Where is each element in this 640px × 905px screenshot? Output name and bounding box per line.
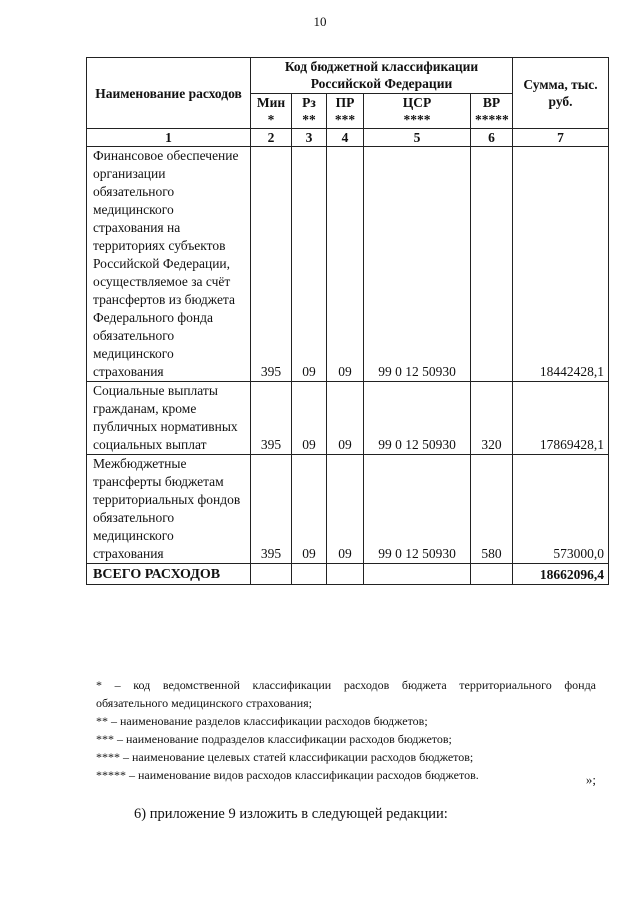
header-vr-mark: ***** <box>475 111 509 127</box>
row-csr: 99 0 12 50930 <box>364 455 471 564</box>
header-min <box>251 93 292 129</box>
header-min-mark: * <box>267 111 275 127</box>
row-name: Социальные выплаты гражданам, кроме публичных нормативных социальных выплат <box>87 382 251 455</box>
row-min: 395 <box>251 455 292 564</box>
amendment-paragraph: 6) приложение 9 изложить в следующей редакции: <box>134 806 448 822</box>
row-vr: 580 <box>471 455 513 564</box>
column-number: 5 <box>364 129 471 147</box>
table-row <box>87 382 609 455</box>
column-number: 4 <box>327 129 364 147</box>
closing-quote-mark: »; <box>585 772 596 787</box>
row-sum: 18442428,1 <box>513 147 609 382</box>
footnote: * – код ведомственной классификации расходов бюджета территориального фонда <box>96 678 596 692</box>
table-row <box>87 455 609 564</box>
row-min: 395 <box>251 382 292 455</box>
header-csr-mark: **** <box>403 111 431 127</box>
row-rz: 09 <box>292 147 327 382</box>
total-empty-cell <box>327 564 364 585</box>
column-number: 6 <box>471 129 513 147</box>
footnote: ** – наименование разделов классификации расходов бюджетов; <box>96 714 428 728</box>
header-rz-label: Рз <box>302 94 316 110</box>
header-rz-mark: ** <box>302 111 316 127</box>
total-sum: 18662096,4 <box>513 564 609 585</box>
total-empty-cell <box>292 564 327 585</box>
row-pr: 09 <box>327 455 364 564</box>
column-number: 2 <box>251 129 292 147</box>
footnotes <box>96 676 596 784</box>
row-vr <box>471 147 513 382</box>
total-empty-cell <box>364 564 471 585</box>
row-csr: 99 0 12 50930 <box>364 147 471 382</box>
row-name: Финансовое обеспечение организации обязательного медицинского страхования на территориях субъектов Российской Федерации, осуществляемое за счёт трансфертов из бюджета Федерального фонда обязательного медицинского страхования <box>87 147 251 382</box>
header-vr-label: ВР <box>482 94 501 110</box>
total-row <box>87 564 609 585</box>
page-number: 10 <box>313 14 327 29</box>
header-csr <box>364 93 471 129</box>
row-sum: 573000,0 <box>513 455 609 564</box>
footnote: обязательного медицинского страхования; <box>96 696 312 710</box>
table-header-row <box>87 58 609 94</box>
header-csr-label: ЦСР <box>402 94 432 110</box>
row-vr: 320 <box>471 382 513 455</box>
column-number-row <box>87 129 609 147</box>
row-min: 395 <box>251 147 292 382</box>
row-sum: 17869428,1 <box>513 382 609 455</box>
column-number: 1 <box>87 129 251 147</box>
header-code-group: Код бюджетной классификации Российской Федерации <box>251 58 513 94</box>
row-name: Межбюджетные трансферты бюджетам территориальных фондов обязательного медицинского страхования <box>87 455 251 564</box>
row-pr: 09 <box>327 382 364 455</box>
column-number: 3 <box>292 129 327 147</box>
header-vr <box>471 93 513 129</box>
header-name: Наименование расходов <box>87 58 251 129</box>
header-pr <box>327 93 364 129</box>
budget-table <box>86 57 609 585</box>
total-label: ВСЕГО РАСХОДОВ <box>87 564 251 585</box>
table-row <box>87 147 609 382</box>
total-empty-cell <box>471 564 513 585</box>
row-pr: 09 <box>327 147 364 382</box>
header-pr-label: ПР <box>335 94 355 110</box>
header-min-label: Мин <box>256 94 286 110</box>
total-empty-cell <box>251 564 292 585</box>
row-csr: 99 0 12 50930 <box>364 382 471 455</box>
header-sum: Сумма, тыс. руб. <box>513 58 609 129</box>
header-rz <box>292 93 327 129</box>
header-pr-mark: *** <box>334 111 356 127</box>
footnote: *** – наименование подразделов классификации расходов бюджетов; <box>96 732 452 746</box>
footnote: **** – наименование целевых статей классификации расходов бюджетов; <box>96 750 474 764</box>
row-rz: 09 <box>292 455 327 564</box>
column-number: 7 <box>513 129 609 147</box>
footnote: ***** – наименование видов расходов классификации расходов бюджетов. <box>96 768 479 782</box>
row-rz: 09 <box>292 382 327 455</box>
